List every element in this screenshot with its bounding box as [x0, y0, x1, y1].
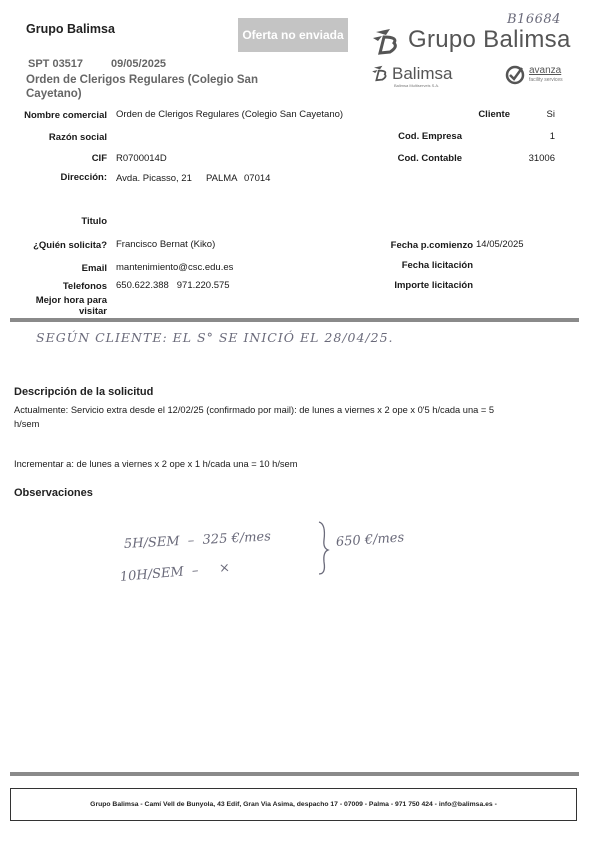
quien-solicita-label: ¿Quién solicita? — [33, 240, 107, 251]
balimsa-small-emblem-icon — [370, 64, 390, 82]
quien-solicita-value: Francisco Bernat (Kiko) — [116, 239, 216, 250]
cod-contable-label: Cod. Contable — [397, 153, 462, 164]
balimsa-logo — [370, 64, 480, 90]
handwritten-ref: B16684 — [507, 12, 561, 27]
observaciones-hand-line1: 5H/SEM – 325 €/mes — [123, 529, 272, 552]
importe-licitacion-label: Importe licitación — [394, 280, 473, 291]
fecha-licitacion-label: Fecha licitación — [401, 260, 473, 271]
cif-label: CIF — [91, 153, 107, 164]
email-label: Email — [81, 263, 107, 274]
direccion-city: PALMA — [206, 173, 238, 184]
observaciones-hand-total: 650 €/mes — [335, 530, 405, 550]
cliente-value: Si — [546, 109, 555, 120]
cod-contable-value: 31006 — [528, 153, 555, 164]
grupo-balimsa-logo — [370, 26, 570, 56]
telefonos-label: Telefonos — [62, 281, 107, 292]
grupo-balimsa-logo-text: Grupo Balimsa — [408, 26, 571, 53]
balimsa-logo-tagline: Balimsa Multiserveis S.A. — [394, 83, 440, 88]
observaciones-hand-line2: 10H/SEM – × — [119, 560, 231, 585]
mejor-hora-label-line2: visitar — [79, 306, 107, 317]
avanza-tagline: facility services — [529, 77, 563, 83]
client-title-line2: Cayetano) — [26, 88, 82, 100]
cod-empresa-value: 1 — [549, 131, 555, 142]
email-value: mantenimiento@csc.edu.es — [116, 262, 234, 273]
mejor-hora-label — [10, 295, 107, 317]
titulo-label: Titulo — [81, 216, 107, 227]
descripcion-line2: h/sem — [14, 419, 40, 429]
descripcion-line1: Actualmente: Servicio extra desde el 12/02/25 (confirmado por mail): de lunes a viernes x 2 ope x 0'5 h/cada una = 5 — [14, 405, 495, 415]
razon-social-label: Razón social — [48, 132, 107, 143]
nombre-comercial-value: Orden de Clerigos Regulares (Colegio San Cayetano) — [116, 109, 344, 120]
section-divider-bottom — [10, 772, 579, 776]
footer-box — [10, 788, 577, 821]
balimsa-logo-text: Balimsa — [392, 64, 453, 83]
footer-text: Grupo Balimsa - Camí Vell de Bunyola, 43 Edif, Gran Via Asima, despacho 17 - 07009 - Palma - 971 750 424 - info@balimsa.es - — [90, 801, 497, 808]
handwritten-brace-icon — [316, 520, 330, 576]
balimsa-emblem-icon — [370, 26, 402, 56]
mejor-hora-label-line1: Mejor hora para — [35, 295, 107, 306]
avanza-text: avanza — [529, 65, 562, 76]
section-divider-top — [10, 318, 579, 322]
doc-date: 09/05/2025 — [111, 58, 167, 70]
observaciones-heading: Observaciones — [14, 487, 93, 499]
fecha-comienzo-label: Fecha p.comienzo — [390, 240, 473, 251]
avanza-check-icon — [505, 65, 525, 85]
fecha-comienzo-value: 14/05/2025 — [476, 239, 524, 250]
cod-empresa-label: Cod. Empresa — [398, 131, 462, 142]
direccion-label: Dirección: — [60, 172, 107, 183]
direccion-zip: 07014 — [244, 173, 271, 184]
client-title-line1: Orden de Clerigos Regulares (Colegio San — [26, 74, 258, 86]
handwritten-note: SEGÚN CLIENTE: EL S° SE INICIÓ EL 28/04/25. — [36, 330, 394, 345]
company-name: Grupo Balimsa — [26, 22, 115, 36]
status-badge — [238, 18, 348, 52]
client-title — [26, 73, 276, 100]
descripcion-heading: Descripción de la solicitud — [14, 386, 154, 398]
nombre-comercial-label: Nombre comercial — [24, 110, 107, 121]
avanza-logo — [505, 64, 575, 88]
telefonos-value: 650.622.388 971.220.575 — [116, 280, 230, 291]
status-badge-label: Oferta no enviada — [242, 28, 344, 42]
direccion-street: Avda. Picasso, 21 — [116, 173, 192, 184]
descripcion-line3: Incrementar a: de lunes a viernes x 2 ope x 1 h/cada una = 10 h/sem — [14, 459, 298, 469]
cliente-label: Cliente — [478, 109, 510, 120]
ref-code: SPT 03517 — [28, 58, 84, 70]
cif-value: R0700014D — [116, 153, 167, 164]
